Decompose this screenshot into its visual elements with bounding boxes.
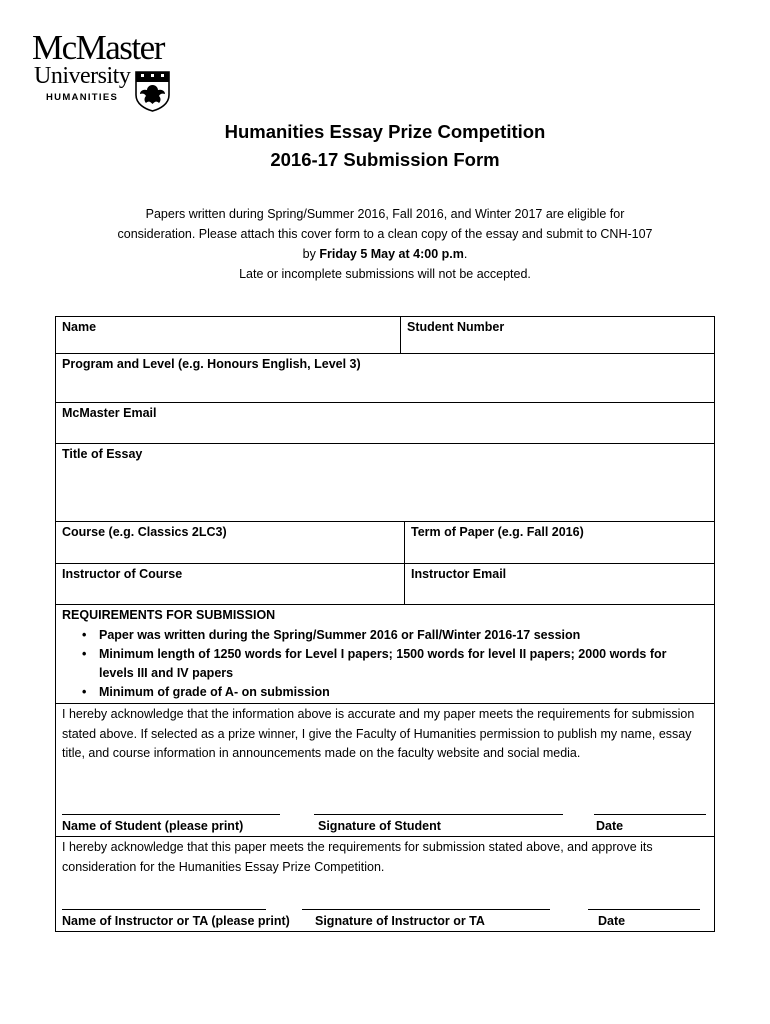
intro-deadline (60, 244, 710, 264)
instructor-row (56, 564, 714, 605)
email-label: McMaster Email (62, 406, 157, 420)
intro-text (60, 204, 710, 284)
logo-university: University (34, 63, 131, 89)
page-subtitle: 2016-17 Submission Form (270, 149, 500, 170)
name-field[interactable] (56, 317, 400, 353)
essay-title-label: Title of Essay (62, 447, 143, 461)
student-acknowledgement: I hereby acknowledge that the information above is accurate and my paper meets the requirements for submission stated above. If selected as a prize winner, I give the Faculty of Humanities permission to publish my name, essay title, and course information in announcements made on the faculty website and social media. (62, 707, 695, 760)
logo-mcmaster: McMaster (32, 28, 164, 67)
submission-form (55, 316, 715, 932)
instructor-email-label: Instructor Email (411, 567, 507, 581)
instructor-signature-label: Signature of Instructor or TA (315, 914, 485, 928)
program-field[interactable] (56, 354, 714, 403)
term-label: Term of Paper (e.g. Fall 2016) (411, 525, 584, 539)
email-field[interactable] (56, 403, 714, 444)
instructor-label: Instructor of Course (62, 567, 183, 581)
student-name-line[interactable] (62, 814, 280, 815)
instructor-acknowledgement: I hereby acknowledge that this paper meets the requirements for submission stated above, and approve its consideration for the Humanities Essay Prize Competition. (62, 840, 653, 874)
crest-icon (135, 71, 170, 112)
instructor-field[interactable] (56, 564, 404, 604)
course-row (56, 522, 714, 564)
name-label: Name (62, 320, 97, 334)
requirement-item: • Minimum of grade of A- on submission (78, 683, 698, 702)
course-label: Course (e.g. Classics 2LC3) (62, 525, 227, 539)
intro-line: Late or incomplete submissions will not be accepted. (239, 267, 531, 281)
instructor-name-label: Name of Instructor or TA (please print) (62, 914, 290, 928)
intro-line: Papers written during Spring/Summer 2016, Fall 2016, and Winter 2017 are eligible for (145, 207, 625, 221)
requirement-item: • Paper was written during the Spring/Summer 2016 or Fall/Winter 2016-17 session (78, 626, 698, 645)
student-number-field[interactable] (401, 317, 714, 353)
student-signature-line[interactable] (314, 814, 563, 815)
student-signature-label: Signature of Student (318, 819, 441, 833)
student-date-label: Date (596, 819, 624, 833)
student-name-label: Name of Student (please print) (62, 819, 244, 833)
deadline-suffix: . (463, 247, 468, 261)
program-label: Program and Level (e.g. Honours English, Level 3) (62, 357, 361, 371)
instructor-date-line[interactable] (588, 909, 700, 910)
logo-humanities: HUMANITIES (46, 92, 119, 103)
requirements-heading: REQUIREMENTS FOR SUBMISSION (62, 608, 276, 622)
instructor-email-field[interactable] (405, 564, 714, 604)
deadline-date: Friday 5 May at 4:00 p.m (319, 247, 464, 261)
page-title: Humanities Essay Prize Competition (224, 121, 546, 142)
requirement-item: • Minimum length of 1250 words for Level I papers; 1500 words for level II papers; 2000 words for levels III and IV papers (78, 645, 698, 683)
term-field[interactable] (405, 522, 714, 563)
student-number-label: Student Number (407, 320, 505, 334)
name-row (56, 317, 714, 354)
requirements-section (56, 605, 714, 701)
course-field[interactable] (56, 522, 404, 563)
instructor-date-label: Date (598, 914, 626, 928)
instructor-name-line[interactable] (62, 909, 266, 910)
student-date-line[interactable] (594, 814, 706, 815)
essay-title-field[interactable] (56, 444, 714, 522)
mcmaster-logo (32, 30, 177, 112)
deadline-prefix: by (302, 247, 320, 261)
instructor-signature-line[interactable] (302, 909, 550, 910)
requirements-list (78, 626, 698, 702)
intro-line: consideration. Please attach this cover form to a clean copy of the essay and submit to CNH-107 (117, 227, 653, 241)
